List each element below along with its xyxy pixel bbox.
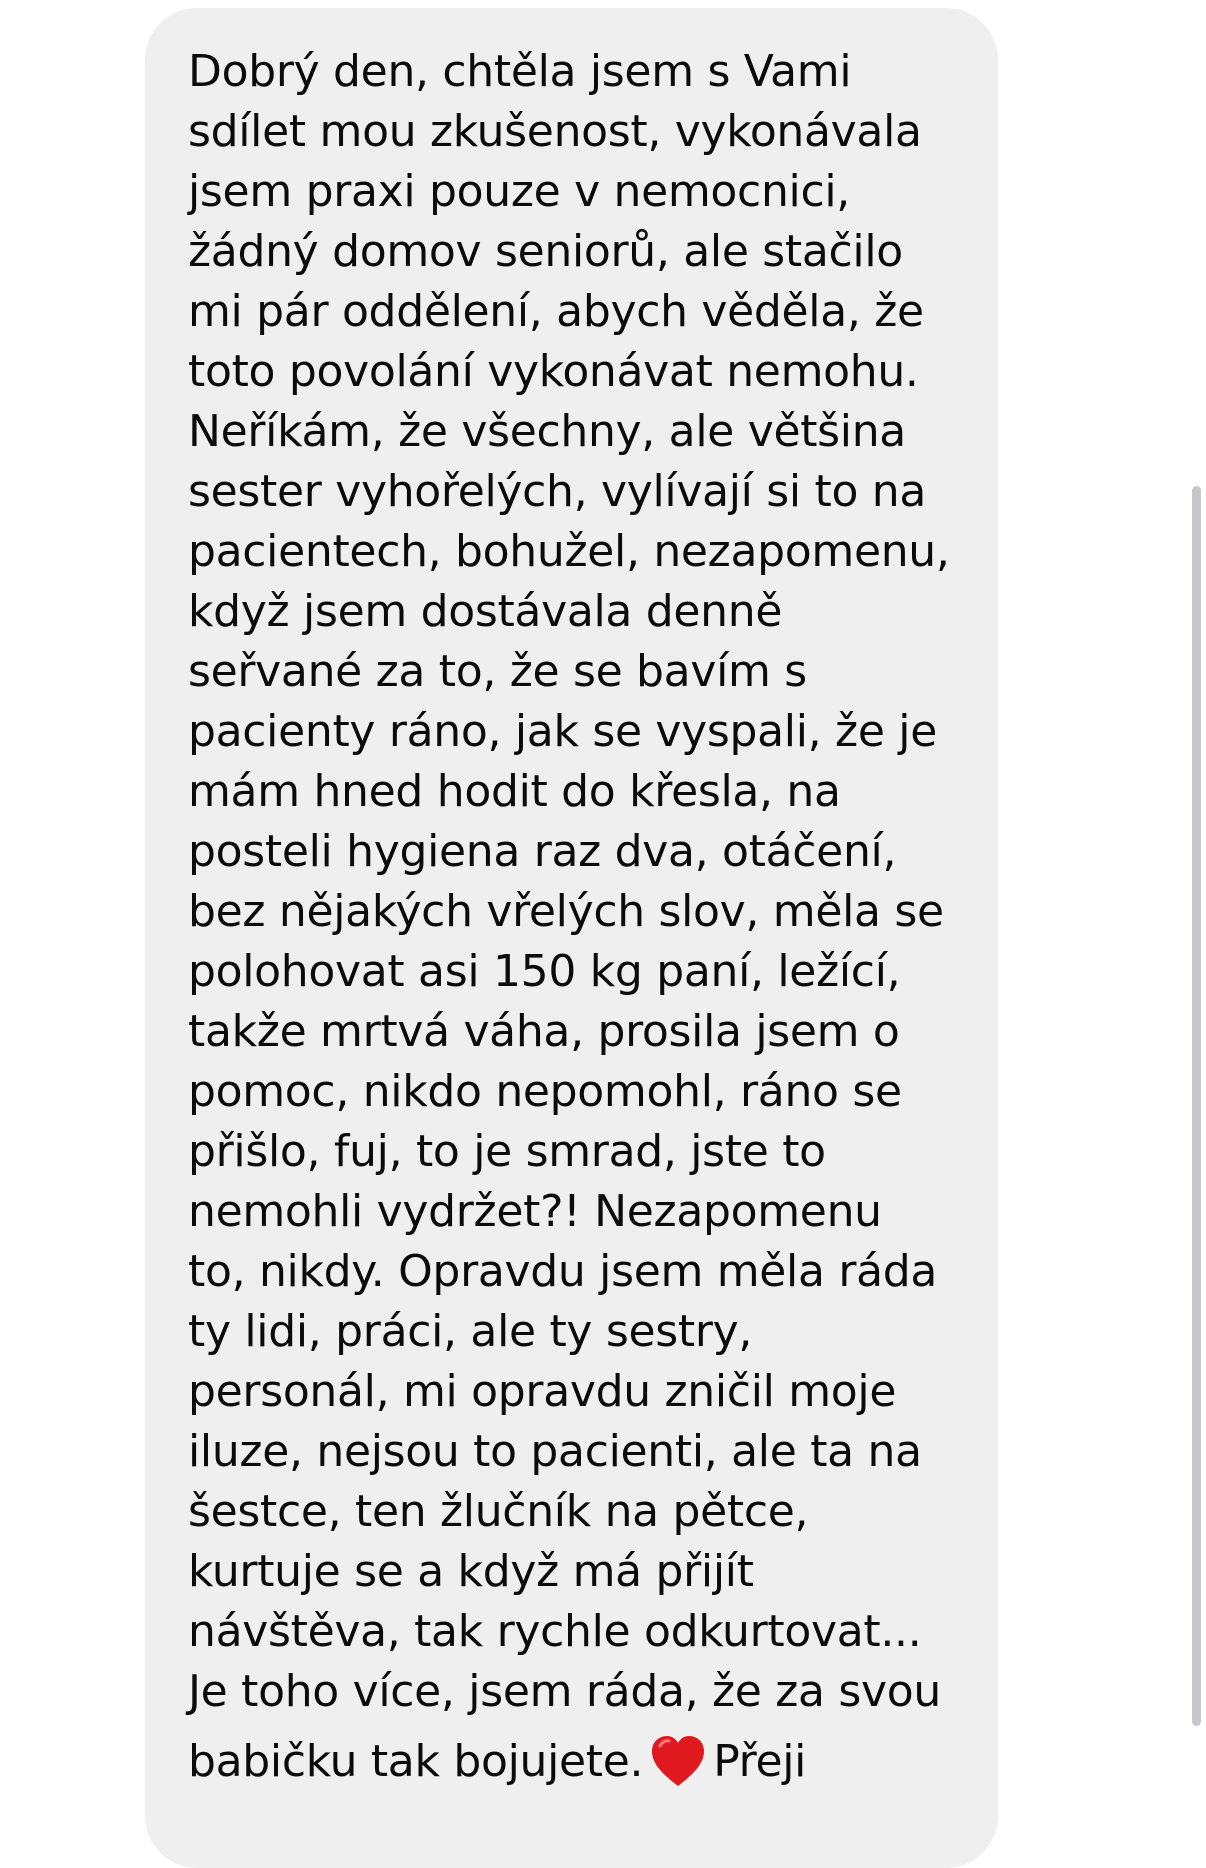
message-line: takže mrtvá váha, prosila jsem o (188, 1006, 900, 1057)
message-line: toto povolání vykonávat nemohu. (188, 346, 919, 397)
message-line: Neříkám, že všechny, ale většina (188, 406, 906, 457)
message-line: mi pár oddělení, abych věděla, že (188, 286, 924, 337)
message-line: bez nějakých vřelých slov, měla se (188, 886, 944, 937)
message-line: pomoc, nikdo nepomohl, ráno se (188, 1066, 902, 1117)
message-line: sdílet mou zkušenost, vykonávala (188, 106, 922, 157)
message-line: pacientech, bohužel, nezapomenu, (188, 526, 950, 577)
message-line: mám hned hodit do křesla, na (188, 766, 841, 817)
message-line: Je toho více, jsem ráda, že za svou (188, 1666, 941, 1717)
message-last-line-end: Přeji (713, 1736, 807, 1787)
message-line: iluze, nejsou to pacienti, ale ta na (188, 1426, 922, 1477)
message-line: to, nikdy. Opravdu jsem měla ráda (188, 1246, 938, 1297)
message-line: personál, mi opravdu zničil moje (188, 1366, 897, 1417)
message-line: polohovat asi 150 kg paní, ležící, (188, 946, 901, 997)
message-line: když jsem dostávala denně (188, 586, 783, 637)
red-heart-icon (649, 1732, 707, 1790)
message-last-line-start: babičku tak bojujete. (188, 1736, 644, 1787)
message-line: návštěva, tak rychle odkurtovat... (188, 1606, 922, 1657)
message-line: Dobrý den, chtěla jsem s Vami (188, 46, 852, 97)
message-line: šestce, ten žlučník na pětce, (188, 1486, 809, 1537)
message-line: pacienty ráno, jak se vyspali, že je (188, 706, 937, 757)
message-line: ty lidi, práci, ale ty sestry, (188, 1306, 753, 1357)
message-line: posteli hygiena raz dva, otáčení, (188, 826, 897, 877)
message-text (188, 42, 950, 1802)
message-line: sester vyhořelých, vylívají si to na (188, 466, 927, 517)
message-line: seřvané za to, že se bavím s (188, 646, 807, 697)
message-line: žádný domov seniorů, ale stačilo (188, 226, 903, 277)
message-line: přišlo, fuj, to je smrad, jste to (188, 1126, 826, 1177)
message-line: nemohli vydržet?! Nezapomenu (188, 1186, 882, 1237)
message-last-line (188, 1722, 950, 1802)
message-line: kurtuje se a když má přijít (188, 1546, 754, 1597)
message-line: jsem praxi pouze v nemocnici, (188, 166, 850, 217)
scrollbar[interactable] (1192, 486, 1201, 1726)
